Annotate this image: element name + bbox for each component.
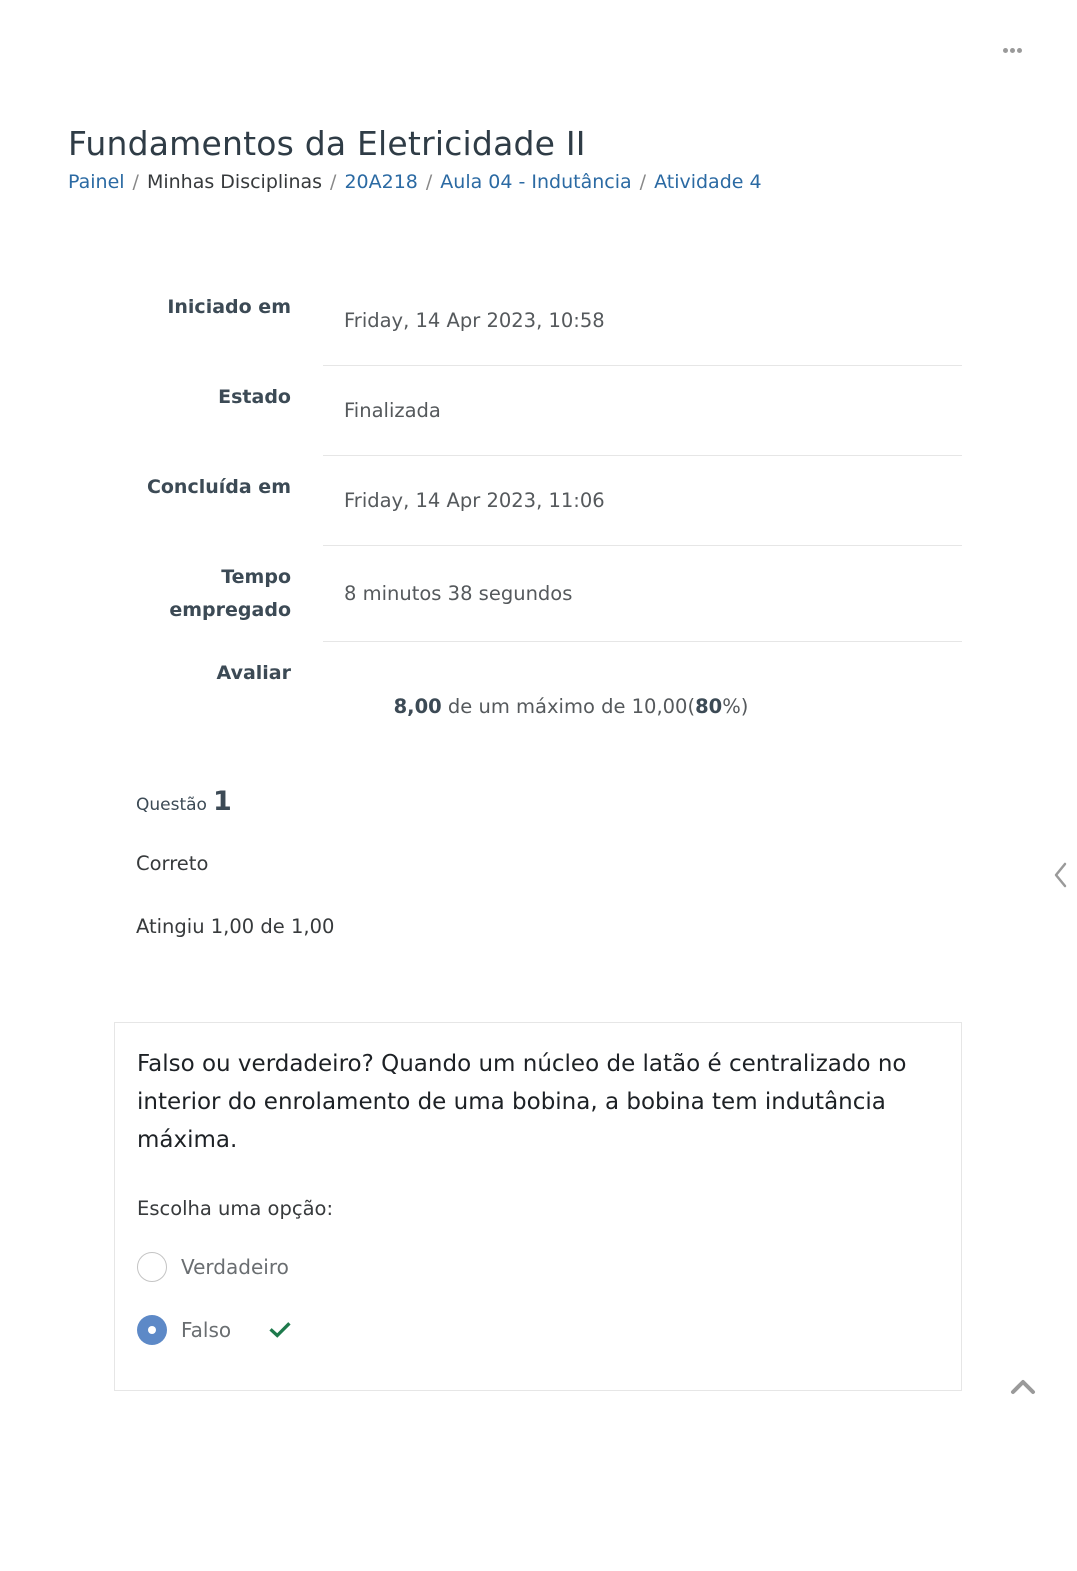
- summary-label: Iniciado em: [167, 296, 291, 318]
- breadcrumb-painel[interactable]: Painel: [68, 171, 125, 193]
- question-number-value: 1: [212, 786, 232, 817]
- summary-value: Friday, 14 Apr 2023, 11:06: [323, 456, 962, 546]
- answer-prompt: Escolha uma opção:: [137, 1197, 334, 1220]
- grade-score: 8,00: [393, 695, 442, 718]
- more-horizontal-icon: [1003, 48, 1008, 53]
- option-label: Verdadeiro: [181, 1255, 289, 1279]
- breadcrumb-course-code[interactable]: 20A218: [344, 171, 418, 193]
- summary-value: Friday, 14 Apr 2023, 10:58: [323, 276, 962, 366]
- question-grade: Atingiu 1,00 de 1,00: [136, 915, 335, 938]
- breadcrumb-minhas-disciplinas: Minhas Disciplinas: [146, 171, 323, 193]
- question-state: Correto: [136, 852, 209, 875]
- summary-row-grade: [114, 642, 962, 732]
- summary-row-started: [114, 276, 962, 366]
- summary-row-state: [114, 366, 962, 456]
- page-title: Fundamentos da Eletricidade II: [68, 124, 586, 163]
- summary-label: [114, 546, 307, 642]
- breadcrumb-aula[interactable]: Aula 04 - Indutância: [440, 171, 632, 193]
- radio-button[interactable]: [137, 1252, 167, 1282]
- summary-label: Concluída em: [146, 476, 291, 498]
- summary-label: Avaliar: [216, 662, 291, 684]
- breadcrumb-separator: /: [639, 171, 647, 193]
- option-label: Falso: [181, 1318, 232, 1342]
- attempt-summary-table: [114, 276, 962, 732]
- check-icon: [269, 1319, 291, 1341]
- breadcrumb: [68, 171, 762, 193]
- radio-button-selected[interactable]: [137, 1315, 167, 1345]
- question-prefix: Questão: [136, 795, 207, 815]
- breadcrumb-separator: /: [132, 171, 139, 193]
- question-number: [136, 786, 232, 817]
- chevron-left-icon[interactable]: [1048, 860, 1072, 890]
- chevron-up-icon[interactable]: [1008, 1374, 1038, 1398]
- option-verdadeiro[interactable]: [137, 1252, 289, 1282]
- grade-end-text: %): [722, 695, 749, 718]
- summary-row-time: [114, 546, 962, 642]
- more-menu-button[interactable]: [990, 36, 1034, 64]
- breadcrumb-separator: /: [425, 171, 433, 193]
- breadcrumb-atividade[interactable]: Atividade 4: [654, 171, 762, 193]
- grade-middle-text: de um máximo de 10,00(: [441, 695, 696, 718]
- grade-percent: 80: [695, 695, 723, 718]
- summary-label-line: empregado: [169, 599, 291, 621]
- summary-label: Estado: [218, 386, 291, 408]
- question-text: Falso ou verdadeiro? Quando um núcleo de latão é centralizado no interior do enrolamento de uma bobina, a bobina tem indutância máxima.: [137, 1051, 907, 1153]
- summary-value: 8 minutos 38 segundos: [323, 546, 962, 642]
- summary-value: Finalizada: [323, 366, 962, 456]
- option-falso[interactable]: [137, 1315, 291, 1345]
- summary-label-line: Tempo: [221, 566, 291, 588]
- breadcrumb-separator: /: [330, 171, 337, 193]
- question-content-box: [114, 1022, 962, 1391]
- summary-row-completed: [114, 456, 962, 546]
- summary-value: [323, 642, 962, 732]
- question-info: [136, 786, 335, 938]
